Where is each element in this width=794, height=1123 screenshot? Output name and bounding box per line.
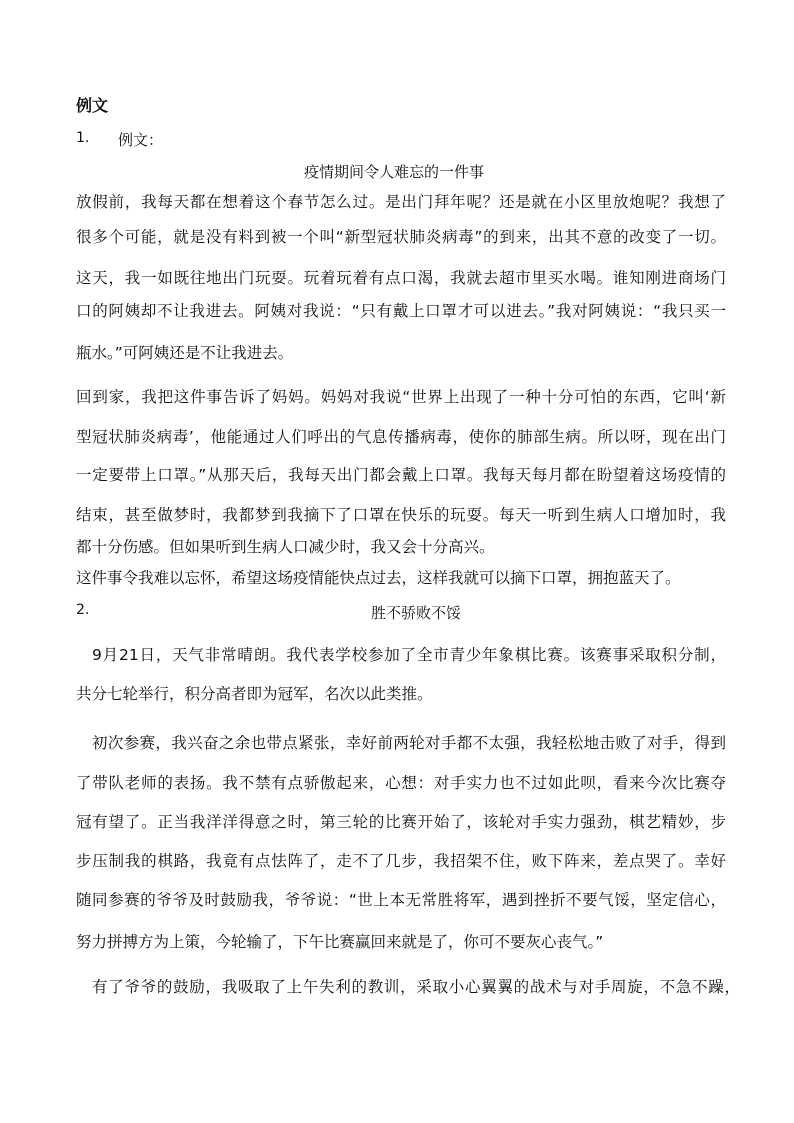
essay-1-label: 例文： [118,131,164,149]
essay-1-line: 都十分伤感。但如果听到生病人口减少时，我又会十分高兴。 [76,538,495,556]
essay-1-title: 疫情期间令人难忘的一件事 [304,163,485,181]
essay-2-line: 随同参赛的爷爷及时鼓励我，爷爷说：“世上本无常胜将军，遇到挫折不要气馁，坚定信心， [76,891,726,909]
essay-2-line: 冠有望了。正当我洋洋得意之时，第三轮的比赛开始了，该轮对手实力强劲，棋艺精妙，步 [76,813,726,831]
section-heading: 例文 [76,96,109,115]
essay-2-line: 了带队老师的表扬。我不禁有点骄傲起来，心想：对手实力也不过如此呗，看来今次比赛夺 [76,774,726,792]
essay-2-line: 共分七轮举行，积分高者即为冠军，名次以此类推。 [76,685,433,703]
essay-1-line: 这件事令我难以忘怀，希望这场疫情能快点过去，这样我就可以摘下口罩，拥抱蓝天了。 [76,569,681,587]
essay-2-line: 有了爷爷的鼓励，我吸取了上午失利的教训，采取小心翼翼的战术与对手周旋，不急不躁， [92,978,740,996]
essay-1-line: 一定要带上口罩。”从那天后，我每天出门都会戴上口罩。我每天每月都在盼望着这场疫情的 [76,466,726,484]
essay-2-line: 9月21日，天气非常晴朗。我代表学校参加了全市青少年象棋比赛。该赛事采取积分制， [92,646,726,664]
essay-1-number: 1. [76,130,90,146]
essay-2-line: 步压制我的棋路，我竟有点怯阵了，走不了几步，我招架不住，败下阵来，差点哭了。幸好 [76,852,726,870]
essay-1-line: 口的阿姨却不让我进去。阿姨对我说：“只有戴上口罩才可以进去。”我对阿姨说：“我只买一 [76,302,726,320]
essay-1-line: 很多个可能，就是没有料到被一个叫“新型冠状肺炎病毒”的到来，出其不意的改变了一切。 [76,228,726,246]
essay-1-line: 这天，我一如既往地出门玩耍。玩着玩着有点口渴，我就去超市里买水喝。谁知刚进商场门 [76,269,726,287]
essay-2-line: 努力拼搏方为上策，今轮输了，下午比赛赢回来就是了，你可不要灰心丧气。” [76,933,604,951]
essay-1-line: 瓶水。”可阿姨还是不让我进去。 [76,344,294,362]
essay-1-line: 型冠状肺炎病毒’，他能通过人们呼出的气息传播病毒，使你的肺部生病。所以呀，现在出门 [76,428,726,446]
essay-2-line: 初次参赛，我兴奋之余也带点紧张，幸好前两轮对手都不太强，我轻松地击败了对手，得到 [92,734,726,752]
essay-1-line: 放假前，我每天都在想着这个春节怎么过。是出门拜年呢？还是就在小区里放炮呢？我想了 [76,193,726,211]
essay-1-line: 回到家，我把这件事告诉了妈妈。妈妈对我说“世界上出现了一种十分可怕的东西，它叫‘新 [76,388,726,406]
essay-1-line: 结束，甚至做梦时，我都梦到我摘下了口罩在快乐的玩耍。每天一听到生病人口增加时，我 [76,506,726,524]
essay-2-title: 胜不骄败不馁 [371,604,462,622]
essay-2-number: 2. [76,602,90,618]
